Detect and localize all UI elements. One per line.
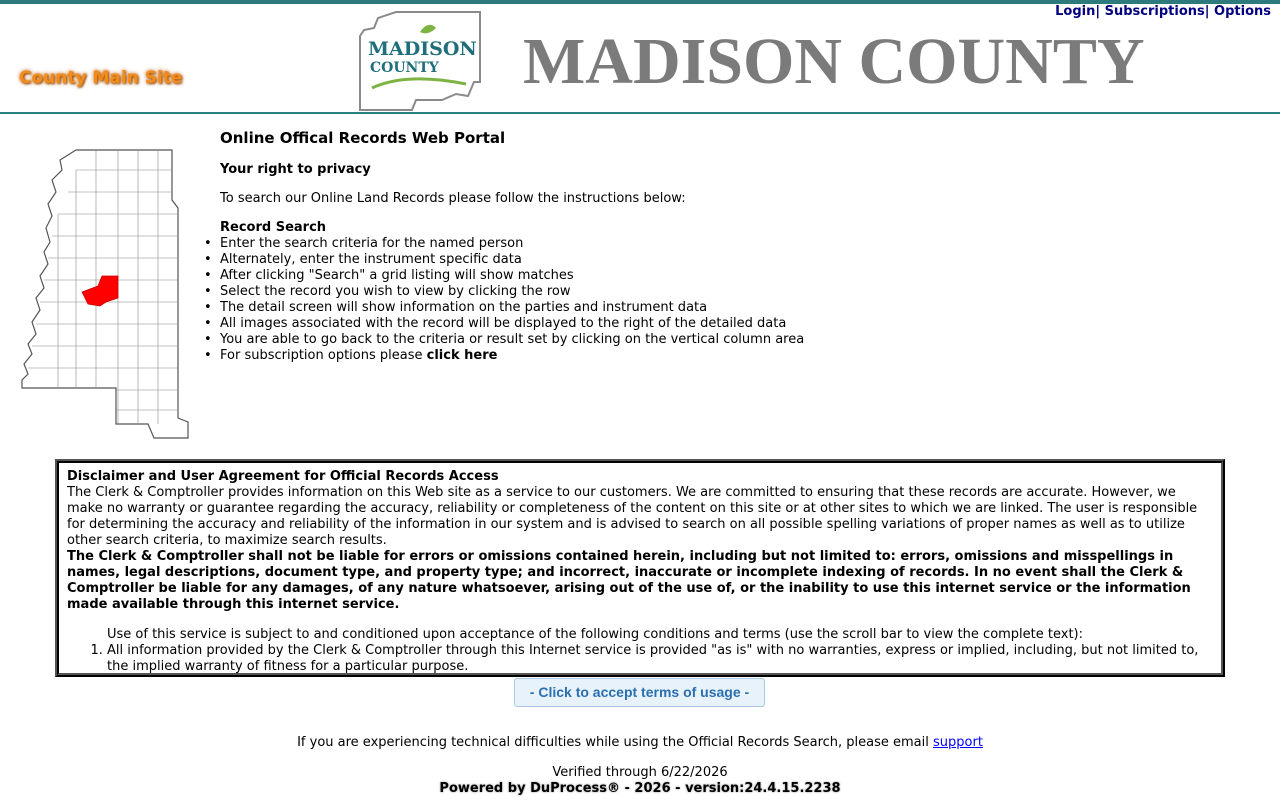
nav-separator: | [1204,4,1210,19]
top-nav-links [1055,4,1271,19]
record-search-heading: Record Search [220,220,327,235]
mississippi-county-map [18,148,190,440]
accept-terms-button[interactable]: - Click to accept terms of usage - [514,678,765,707]
page-title: MADISON COUNTY [523,25,1145,98]
logo-text-county: COUNTY [370,60,439,76]
login-link[interactable]: Login [1055,4,1096,19]
options-link[interactable]: Options [1214,4,1271,19]
county-main-site-link[interactable]: County Main Site [19,68,183,88]
main-content [220,128,860,364]
disclaimer-paragraph: The Clerk & Comptroller provides information on this Web site as a service to our customers. We are committed to ensuring that these records are accurate. However, we make no warranty or guarantee regarding the accuracy, reliability or completeness of the content on this site or at other sites to which we are linked. The user is responsible for determining the accuracy and reliability of the information in our system and is advised to search on all possible spelling variations of proper names as well as to utilize other search criteria, to maximize search results. [67,485,1198,548]
list-item: • After clicking "Search" a grid listing will show matches [220,268,860,284]
disclaimer-conditions: Use of this service is subject to and conditioned upon acceptance of the following conditions and terms (use the scroll bar to view the complete text): [107,627,1084,642]
terms-list [67,643,1213,675]
powered-by: Powered by DuProcess® - 2026 - version:24.4.15.2238 [439,781,841,796]
subscription-link[interactable]: click here [426,348,498,363]
list-item: • You are able to go back to the criteria or result set by clicking on the vertical column area [220,332,860,348]
support-message [0,735,1280,751]
list-item: • All images associated with the record will be displayed to the right of the detailed data [220,316,860,332]
instruction-list [220,236,860,364]
subscription-prefix: For subscription options please [220,348,427,363]
disclaimer-box[interactable] [55,459,1225,677]
list-item: • Enter the search criteria for the named person [220,236,860,252]
nav-separator: | [1095,4,1101,19]
support-text: If you are experiencing technical difficulties while using the Official Records Search, please email [297,735,933,750]
logo-text-madison: MADISON [368,38,477,60]
header-divider [0,112,1280,114]
list-item [220,348,860,364]
portal-heading: Online Offical Records Web Portal [220,129,506,147]
support-link[interactable]: support [933,735,983,750]
disclaimer-liability: The Clerk & Comptroller shall not be liable for errors or omissions contained herein, including but not limited to: errors, omissions and misspellings in names, legal descriptions, document type, and property type; and incorrect, inaccurate or incomplete indexing of records. In no event shall the Clerk & Comptroller be liable for any damages, of any nature whatsoever, arising out of the use of, or the inability to use this internet service or the information made available through this internet service. [67,549,1191,612]
list-item: • Select the record you wish to view by clicking the row [220,284,860,300]
privacy-heading: Your right to privacy [220,162,371,177]
subscriptions-link[interactable]: Subscriptions [1104,4,1205,19]
mississippi-map-icon [18,148,190,440]
instructions-text: To search our Online Land Records please follow the instructions below: [220,191,686,206]
list-item: • The detail screen will show information on the parties and instrument data [220,300,860,316]
list-item: • Alternately, enter the instrument specific data [220,252,860,268]
disclaimer-title: Disclaimer and User Agreement for Official Records Access [67,469,499,484]
terms-item: 1. All information provided by the Clerk & Comptroller through this Internet service is provided "as is" with no warranties, express or implied, including, but not limited to, the implied warranty of fitness for a particular purpose. [107,643,1213,675]
madison-county-logo [356,10,484,112]
verified-date: Verified through 6/22/2026 [552,765,728,780]
